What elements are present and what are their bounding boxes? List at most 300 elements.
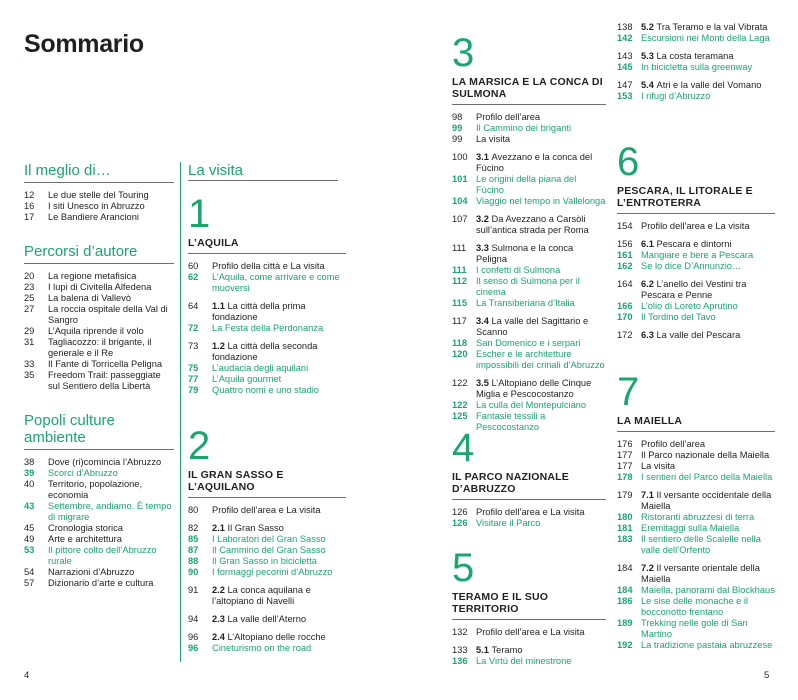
toc-entry-text: Il Cammino dei briganti (476, 123, 572, 133)
toc-page-number: 162 (617, 261, 633, 271)
spacer (617, 73, 775, 80)
toc-entry-text: Profilo dell’area e La visita (641, 221, 750, 231)
toc-entry (188, 323, 346, 334)
toc-page-number: 118 (452, 338, 467, 348)
spacer (188, 607, 346, 614)
chapter-1 (188, 194, 346, 396)
toc-entry (617, 523, 775, 534)
toc-entry-text: Viaggio nel tempo in Vallelonga (476, 196, 606, 206)
toc-entry-text: Dizionario d’arte e cultura (48, 578, 154, 588)
toc-page-number: 98 (452, 112, 463, 122)
toc-entry (188, 363, 346, 374)
toc-entry-text: Se lo dice D’Annunzio… (641, 261, 742, 271)
toc-entry (188, 341, 346, 363)
chapter-5 (452, 548, 606, 667)
left-sections (24, 162, 174, 609)
toc-entry (617, 80, 775, 91)
toc-page-number: 161 (617, 250, 633, 260)
toc-entry-text: 2.2 La conca aquilana e l’altopiano di Navelli (212, 585, 311, 606)
toc-entry (24, 190, 174, 201)
toc-section-number: 6.2 (641, 279, 657, 289)
toc-entry (188, 385, 346, 396)
toc-page-number: 77 (188, 374, 199, 384)
toc-page-number: 60 (188, 261, 199, 271)
toc-entry (617, 279, 775, 301)
spacer (188, 294, 346, 301)
toc-entry (452, 276, 606, 298)
toc-section-number: 1.1 (212, 301, 228, 311)
toc-page-number: 99 (452, 134, 463, 144)
toc-page-number: 180 (617, 512, 633, 522)
toc-section-number: 3.4 (476, 316, 492, 326)
spacer (617, 272, 775, 279)
toc-page-number: 147 (617, 80, 633, 90)
toc-entry-text: La tradizione pastaia abruzzese (641, 640, 773, 650)
toc-section-number: 1.2 (212, 341, 228, 351)
toc-entry-text: 7.1 Il versante occidentale della Maiella (641, 490, 772, 511)
section-rule (24, 182, 174, 183)
toc-entry (188, 534, 346, 545)
toc-entry-text: Eremitaggi sulla Maiella (641, 523, 740, 533)
toc-entry (617, 450, 775, 461)
toc-entry-text: I lupi di Civitella Alfedena (48, 282, 152, 292)
spacer (188, 625, 346, 632)
spacer (452, 236, 606, 243)
toc-entry-text: 3.2 Da Avezzano a Carsòli sull’antica strada per Roma (476, 214, 589, 235)
toc-page-number: 104 (452, 196, 468, 206)
toc-entry (452, 152, 606, 174)
toc-page-number: 23 (24, 282, 35, 292)
toc-entry-text: I sentieri del Parco della Maiella (641, 472, 773, 482)
toc-entry-text: Arte e architettura (48, 534, 122, 544)
toc-entry-text: 2.3 La valle dell’Aterno (212, 614, 307, 624)
toc-entry-text: Profilo dell’area e La visita (476, 507, 585, 517)
toc-entry (617, 33, 775, 44)
toc-page-number: 100 (452, 152, 468, 162)
toc-entry-text: In bicicletta sulla greenway (641, 62, 753, 72)
toc-page-number: 176 (617, 439, 633, 449)
toc-entry-text: La balena di Vallevò (48, 293, 132, 303)
toc-entry-text: 3.5 L’Altopiano delle Cinque Miglia e Pescocostanzo (476, 378, 592, 399)
toc-entry (617, 330, 775, 341)
toc-entry (24, 212, 174, 223)
chapter-title: LA MAIELLA (617, 415, 683, 427)
chapter-rule (188, 253, 346, 254)
toc-page-number: 62 (188, 272, 199, 282)
toc-entry (617, 301, 775, 312)
page-title: Sommario (24, 30, 144, 58)
toc-page-number: 156 (617, 239, 633, 249)
toc-section-number: 3.5 (476, 378, 492, 388)
toc-entry-text: Cineturismo on the road (212, 643, 312, 653)
toc-entry (452, 645, 606, 656)
toc-entry (188, 632, 346, 643)
toc-entry (452, 518, 606, 529)
toc-page-number: 120 (452, 349, 468, 359)
toc-entry (24, 534, 174, 545)
toc-page-number: 16 (24, 201, 35, 211)
toc-entry (452, 243, 606, 265)
toc-entry (452, 134, 606, 145)
toc-page-number: 170 (617, 312, 633, 322)
toc-entry-text: I confetti di Sulmona (476, 265, 561, 275)
toc-page-number: 142 (617, 33, 633, 43)
toc-entry (24, 479, 174, 501)
toc-entry (24, 271, 174, 282)
toc-section-number: 2.3 (212, 614, 228, 624)
toc-entry-text: Il senso di Sulmona per il cinema (476, 276, 580, 297)
toc-entry (24, 304, 174, 326)
left-section (24, 412, 174, 589)
toc-entry (617, 239, 775, 250)
toc-entry-text: L’audacia degli aquilani (212, 363, 309, 373)
toc-entry (452, 338, 606, 349)
chapter-5-cont (617, 22, 775, 102)
toc-entry (617, 640, 775, 651)
toc-page-number: 43 (24, 501, 35, 511)
toc-page-number: 132 (452, 627, 468, 637)
toc-page-number: 31 (24, 337, 35, 347)
toc-entry (452, 507, 606, 518)
toc-page-number: 181 (617, 523, 633, 533)
toc-page-number: 122 (452, 400, 468, 410)
chapter-rule (452, 619, 606, 620)
toc-entry-text: Il sentiero delle Scalelle nella valle dell’Orfento (641, 534, 761, 555)
toc-entry (452, 316, 606, 338)
section-heading: Popoli culture ambiente (24, 412, 115, 446)
spacer (452, 145, 606, 152)
toc-section-number: 6.1 (641, 239, 657, 249)
toc-entry-text: Le Bandiere Arancioni (48, 212, 139, 222)
toc-section-number: 5.1 (476, 645, 492, 655)
toc-entry (188, 585, 346, 607)
toc-entry-text: Escursioni nei Monti della Laga (641, 33, 770, 43)
toc-page-number: 53 (24, 545, 35, 555)
toc-page-number: 27 (24, 304, 35, 314)
chapter-title: PESCARA, IL LITORALE E L’ENTROTERRA (617, 185, 753, 209)
toc-entry-text: Quattro nomi e uno stadio (212, 385, 319, 395)
toc-entry (452, 627, 606, 638)
toc-page-number: 115 (452, 298, 467, 308)
chapter-number: 4 (452, 426, 475, 470)
toc-entry-text: Freedom Trail: passeggiate sul Sentiero della Libertà (48, 370, 161, 391)
toc-entry-text: 5.1 Teramo (476, 645, 523, 655)
toc-entry-text: L’olio di Loreto Aprutino (641, 301, 738, 311)
toc-entry-text: La culla del Montepulciano (476, 400, 587, 410)
spacer (617, 556, 775, 563)
toc-entry-text: 6.2 L’anello dei Vestini tra Pescara e Penne (641, 279, 747, 300)
toc-page-number: 177 (617, 450, 633, 460)
toc-entry (24, 501, 174, 523)
toc-page-number: 189 (617, 618, 633, 628)
toc-entry (24, 370, 174, 392)
toc-entry (617, 534, 775, 556)
toc-entry (617, 618, 775, 640)
toc-entry-text: L’Aquila gourmet (212, 374, 282, 384)
toc-entry (452, 298, 606, 309)
toc-entry-text: L’Aquila, come arrivare e come muoversi (212, 272, 340, 293)
toc-page-number: 20 (24, 271, 35, 281)
chapter-number: 1 (188, 192, 211, 236)
toc-entry (617, 91, 775, 102)
toc-page-number: 177 (617, 461, 633, 471)
toc-page-number: 54 (24, 567, 35, 577)
toc-entry-text: La visita (641, 461, 676, 471)
toc-entry-text: La roccia ospitale della Val di Sangro (48, 304, 168, 325)
toc-page-number: 79 (188, 385, 199, 395)
toc-entry-text: Profilo dell’area e La visita (476, 627, 585, 637)
toc-entry-text: 2.4 L’Altopiano delle rocche (212, 632, 326, 642)
toc-entry-text: I rifugi d’Abruzzo (641, 91, 711, 101)
toc-section-number: 3.1 (476, 152, 492, 162)
toc-page-number: 39 (24, 468, 35, 478)
toc-entry-text: Escher e le architetture impossibili dei crinali d’Abruzzo (476, 349, 605, 370)
toc-page-number: 99 (452, 123, 463, 133)
toc-page-number: 166 (617, 301, 633, 311)
toc-entry (452, 656, 606, 667)
visita-heading: La visita (188, 162, 244, 179)
chapter-number: 7 (617, 370, 640, 414)
toc-entry (188, 556, 346, 567)
toc-entry-text: Dove (ri)comincia l’Abruzzo (48, 457, 162, 467)
toc-page-number: 145 (617, 62, 633, 72)
toc-entry (617, 22, 775, 33)
toc-entry (24, 578, 174, 589)
toc-page-number: 90 (188, 567, 199, 577)
spacer (617, 323, 775, 330)
toc-entry-text: Le origini della piana del Fùcino (476, 174, 577, 195)
toc-entry-text: Visitare il Parco (476, 518, 541, 528)
toc-entry (24, 567, 174, 578)
toc-page-number: 12 (24, 190, 35, 200)
toc-entry (188, 643, 346, 654)
toc-entry-text: Fantasie tessili a Pescocostanzo (476, 411, 546, 432)
toc-entry (24, 359, 174, 370)
toc-page-number: 154 (617, 221, 633, 231)
toc-entry (617, 62, 775, 73)
toc-page-number: 75 (188, 363, 199, 373)
toc-entry (617, 585, 775, 596)
chapter-title: IL PARCO NAZIONALE D’ABRUZZO (452, 471, 569, 495)
toc-page-number: 192 (617, 640, 633, 650)
toc-entry (188, 567, 346, 578)
spacer (617, 44, 775, 51)
toc-section-number: 2.4 (212, 632, 228, 642)
toc-page-number: 40 (24, 479, 35, 489)
chapter-title: L’AQUILA (188, 237, 239, 249)
toc-section-number: 7.1 (641, 490, 657, 500)
toc-section-number: 5.2 (641, 22, 657, 32)
chapter-2 (188, 426, 346, 654)
toc-entry (188, 272, 346, 294)
toc-page-number: 112 (452, 276, 467, 286)
toc-entry (617, 312, 775, 323)
toc-entry-text: Il Tordino del Tavo (641, 312, 716, 322)
toc-entry-text: Il Parco nazionale della Maiella (641, 450, 770, 460)
toc-entry (24, 457, 174, 468)
toc-section-number: 3.3 (476, 243, 492, 253)
toc-entry (617, 490, 775, 512)
toc-entry-text: 7.2 Il versante orientale della Maiella (641, 563, 760, 584)
toc-entry-text: Il pittore colto dell’Abruzzo rurale (48, 545, 157, 566)
toc-section-number: 3.2 (476, 214, 492, 224)
toc-entry (188, 545, 346, 556)
visita-rule (188, 180, 338, 181)
toc-entry (188, 614, 346, 625)
toc-page-number: 33 (24, 359, 35, 369)
section-rule (24, 449, 174, 450)
toc-entry-text: Il Gran Sasso in bicicletta (212, 556, 317, 566)
toc-page-number: 72 (188, 323, 199, 333)
toc-entry (452, 174, 606, 196)
toc-page-number: 172 (617, 330, 633, 340)
toc-page-number: 49 (24, 534, 35, 544)
toc-entry-text: La Transiberiana d’Italia (476, 298, 575, 308)
toc-entry (24, 468, 174, 479)
spacer (452, 638, 606, 645)
toc-page-number: 96 (188, 632, 199, 642)
spacer (452, 207, 606, 214)
toc-entry (452, 265, 606, 276)
toc-entry-text: 5.3 La costa teramana (641, 51, 734, 61)
chapter-rule (452, 104, 606, 105)
toc-page-number: 126 (452, 507, 468, 517)
toc-entry (452, 378, 606, 400)
toc-page-number: 87 (188, 545, 199, 555)
chapter-number: 3 (452, 31, 475, 75)
toc-entry-text: Settembre, andiamo. È tempo di migrare (48, 501, 172, 522)
toc-entry (24, 282, 174, 293)
toc-entry-text: Il Fante di Torricella Peligna (48, 359, 163, 369)
section-heading: Percorsi d’autore (24, 243, 138, 260)
toc-entry-text: 3.4 La valle del Sagittario e Scanno (476, 316, 589, 337)
toc-page-number: 111 (452, 243, 467, 253)
toc-entry-text: I Laboratori del Gran Sasso (212, 534, 326, 544)
toc-entry-text: La visita (476, 134, 511, 144)
toc-entry-text: 5.4 Atri e la valle del Vomano (641, 80, 762, 90)
chapter-rule (188, 497, 346, 498)
toc-page-number: 122 (452, 378, 468, 388)
chapter-number: 2 (188, 424, 211, 468)
toc-page-number: 57 (24, 578, 35, 588)
chapter-rule (452, 499, 606, 500)
toc-entry (188, 505, 346, 516)
toc-entry-text: 1.2 La città della seconda fondazione (212, 341, 318, 362)
toc-page-number: 117 (452, 316, 467, 326)
toc-entry (24, 337, 174, 359)
toc-page-number: 107 (452, 214, 468, 224)
toc-page-number: 96 (188, 643, 199, 653)
toc-entry (617, 563, 775, 585)
left-section (24, 162, 174, 223)
toc-section-number: 7.2 (641, 563, 657, 573)
left-section (24, 243, 174, 392)
toc-entry-text: Profilo della città e La visita (212, 261, 325, 271)
chapter-title: TERAMO E IL SUO TERRITORIO (452, 591, 549, 615)
chapter-7 (617, 372, 775, 651)
toc-entry-text: 2.1 Il Gran Sasso (212, 523, 284, 533)
spacer (452, 371, 606, 378)
toc-entry (452, 196, 606, 207)
toc-entry (24, 545, 174, 567)
spacer (452, 309, 606, 316)
toc-page-number: 186 (617, 596, 633, 606)
toc-page-number: 178 (617, 472, 633, 482)
toc-page-number: 111 (452, 265, 467, 275)
toc-entry (24, 293, 174, 304)
toc-page-number: 17 (24, 212, 35, 222)
toc-page-number: 136 (452, 656, 468, 666)
toc-section-number: 2.2 (212, 585, 228, 595)
toc-page-number: 164 (617, 279, 633, 289)
toc-entry-text: Cronologia storica (48, 523, 123, 533)
page-number-left: 4 (24, 670, 30, 681)
toc-entry (452, 214, 606, 236)
chapter-rule (617, 431, 775, 432)
toc-page-number: 94 (188, 614, 199, 624)
toc-section-number: 6.3 (641, 330, 657, 340)
toc-section-number: 2.1 (212, 523, 228, 533)
spacer (617, 483, 775, 490)
toc-entry-text: Narrazioni d’Abruzzo (48, 567, 135, 577)
toc-entry (617, 512, 775, 523)
toc-entry (188, 523, 346, 534)
toc-section-number: 5.4 (641, 80, 657, 90)
toc-entry (188, 301, 346, 323)
toc-entry-text: 6.1 Pescara e dintorni (641, 239, 732, 249)
toc-page-number: 91 (188, 585, 199, 595)
toc-entry (617, 596, 775, 618)
toc-entry (617, 261, 775, 272)
toc-page-number: 138 (617, 22, 633, 32)
toc-page-number: 29 (24, 326, 35, 336)
toc-entry-text: Tagliacozzo: il brigante, il generale e il Re (48, 337, 152, 358)
toc-page-number: 125 (452, 411, 468, 421)
toc-section-number: 5.3 (641, 51, 657, 61)
toc-entry (452, 400, 606, 411)
toc-entry-text: 3.1 Avezzano e la conca del Fùcino (476, 152, 593, 173)
toc-entry (24, 326, 174, 337)
toc-entry-text: San Domenico e i serpari (476, 338, 581, 348)
column-divider (180, 162, 181, 662)
toc-entry-text: Trekking nelle gole di San Martino (641, 618, 748, 639)
chapter-6 (617, 142, 775, 341)
spacer (188, 334, 346, 341)
toc-entry-text: 1.1 La città della prima fondazione (212, 301, 306, 322)
chapter-title: IL GRAN SASSO E L’AQUILANO (188, 469, 284, 493)
toc-entry-text: Il Cammino del Gran Sasso (212, 545, 326, 555)
toc-entry (188, 374, 346, 385)
toc-entry (617, 51, 775, 62)
toc-entry (24, 523, 174, 534)
page-number-right: 5 (764, 670, 770, 681)
section-heading: Il meglio di… (24, 162, 111, 179)
toc-entry-text: 5.2 Tra Teramo e la val Vibrata (641, 22, 768, 32)
toc-entry-text: Ristoranti abruzzesi di terra (641, 512, 755, 522)
spacer (188, 516, 346, 523)
chapter-rule (617, 213, 775, 214)
toc-entry-text: Maiella, panorami dal Blockhaus (641, 585, 775, 595)
toc-page-number: 80 (188, 505, 199, 515)
toc-page-number: 82 (188, 523, 199, 533)
spacer (617, 232, 775, 239)
toc-entry (617, 472, 775, 483)
toc-page-number: 25 (24, 293, 35, 303)
toc-entry-text: La Festa della Perdonanza (212, 323, 324, 333)
toc-page-number: 64 (188, 301, 199, 311)
toc-page-number: 85 (188, 534, 199, 544)
toc-entry-text: 3.3 Sulmona e la conca Peligna (476, 243, 574, 264)
